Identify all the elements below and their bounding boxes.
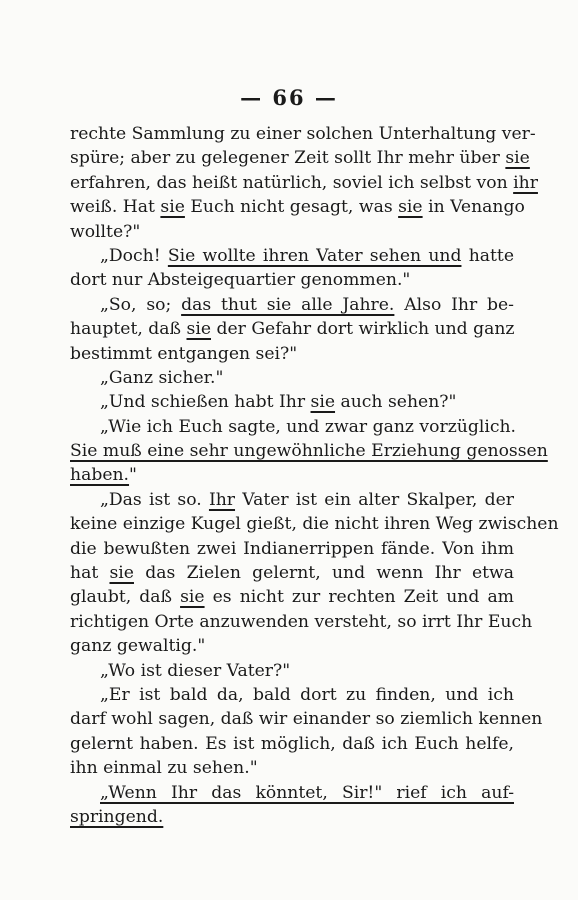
pencil-underline: ihr (513, 172, 538, 193)
pencil-underline: Sie muß eine sehr ungewöhnliche Erziehung genossen (70, 441, 548, 462)
text-line: „Wie ich Euch sagte, und zwar ganz vorzüglich. (100, 416, 516, 437)
pencil-underline: haben. (70, 465, 130, 486)
text-line: erfahren, das heißt natürlich, soviel ich selbst von ihr (70, 172, 538, 193)
text-line: spüre; aber zu gelegener Zeit sollt Ihr mehr über sie (70, 148, 530, 169)
text-line: hauptet, daß sie der Gefahr dort wirklich und ganz (70, 319, 515, 340)
pencil-underline: sie (109, 563, 134, 584)
text-line: haben." (70, 465, 137, 486)
text-line (70, 805, 514, 829)
text-line: „Er ist bald da, bald dort zu finden, und ich (100, 684, 514, 705)
text-line: weiß. Hat sie Euch nicht gesagt, was sie in Venango (70, 197, 525, 218)
pencil-underline: sie (398, 197, 423, 218)
text-line: die bewußten zwei Indianerrippen fände. Von ihm (70, 538, 514, 559)
text-line (70, 439, 548, 463)
text-line: rechte Sammlung zu einer solchen Unterhaltung ver- (70, 124, 536, 144)
body-text (70, 122, 559, 829)
page-number: — 66 — (240, 85, 338, 110)
text-line: „Das ist so. Ihr Vater ist ein alter Skalper, der (100, 489, 514, 510)
pencil-underline: Ihr (208, 489, 236, 510)
text-line: ihn einmal zu sehen." (70, 758, 258, 779)
pencil-underline: sie (505, 148, 530, 169)
text-line: keine einzige Kugel gießt, die nicht ihren Weg zwischen (70, 514, 559, 535)
text-line: glaubt, daß sie es nicht zur rechten Zeit und am (70, 587, 514, 608)
text-line: hat sie das Zielen gelernt, und wenn Ihr etwa (70, 563, 514, 584)
pencil-underline: springend. (70, 806, 164, 827)
pencil-underline: sie (180, 587, 205, 608)
text-line: „So, so; das thut sie alle Jahre. Also Ihr be- (100, 294, 514, 315)
text-line: dort nur Absteigequartier genommen." (70, 270, 411, 291)
text-line: wollte?" (70, 221, 141, 242)
pencil-underline: „Wenn Ihr das könntet, Sir!" rief ich auf- (100, 782, 514, 803)
text-line: darf wohl sagen, daß wir einander so ziemlich kennen (70, 709, 543, 730)
pencil-underline: das thut sie alle Jahre. (181, 294, 395, 315)
pencil-underline: sie (160, 197, 185, 218)
text-line: ganz gewaltig." (70, 636, 206, 657)
text-line: „Ganz sicher." (100, 367, 224, 388)
pencil-underline: sie (310, 392, 336, 413)
text-line: „Und schießen habt Ihr sie auch sehen?" (100, 392, 457, 413)
text-line: „Doch! Sie wollte ihren Vater sehen und hatte (100, 245, 515, 266)
text-line (70, 781, 514, 805)
text-line: gelernt haben. Es ist möglich, daß ich Euch helfe, (70, 733, 514, 754)
text-line: richtigen Orte anzuwenden versteht, so irrt Ihr Euch (70, 611, 533, 632)
pencil-underline: sie (186, 319, 211, 340)
pencil-underline: Sie wollte ihren Vater sehen und (167, 245, 462, 266)
text-line: bestimmt entgangen sei?" (70, 343, 298, 364)
text-line: „Wo ist dieser Vater?" (100, 660, 291, 681)
